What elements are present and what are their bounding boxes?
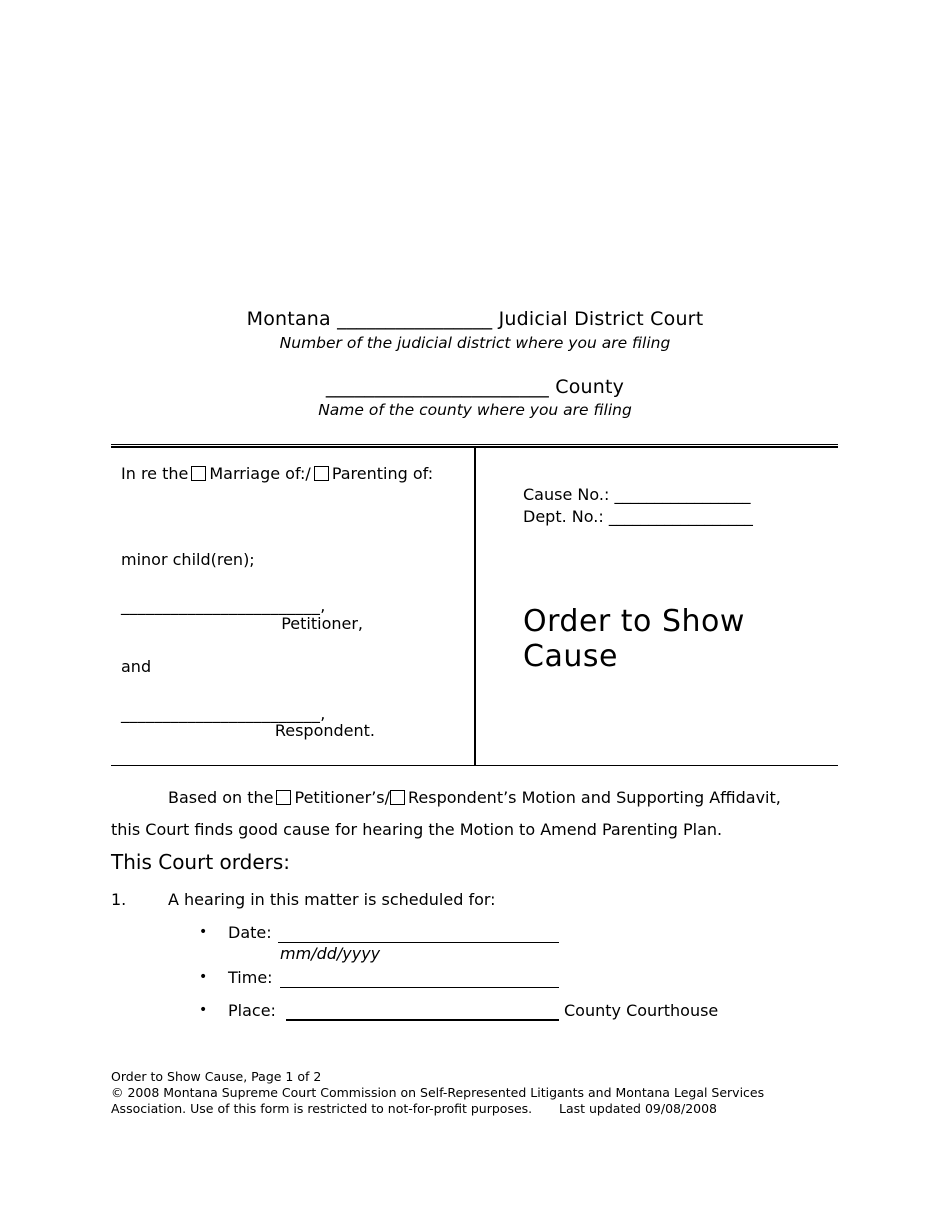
document-title-line2: Cause	[523, 639, 618, 674]
judicial-district-blank[interactable]: ________________	[337, 308, 493, 330]
item-1-text: A hearing in this matter is scheduled for:	[168, 890, 496, 909]
item-1-number: 1.	[111, 890, 127, 909]
court-hint: Number of the judicial district where you are filing	[279, 334, 671, 352]
and-label: and	[121, 657, 152, 676]
dept-no-line	[523, 507, 753, 526]
respondent-motion-checkbox[interactable]	[390, 790, 405, 805]
cause-no-line	[523, 485, 750, 504]
date-label: Date:	[228, 923, 272, 942]
cause-no-blank[interactable]: _________________	[614, 485, 751, 504]
footer-copyright: © 2008 Montana Supreme Court Commission on Self-Represented Litigants and Montana Legal Services	[111, 1085, 765, 1100]
date-format-hint: mm/dd/yyyy	[280, 944, 381, 963]
county-hint: Name of the county where you are filing	[318, 401, 632, 419]
footer-usage: Association. Use of this form is restricted to not-for-profit purposes.	[111, 1101, 533, 1116]
cause-no-label: Cause No.:	[523, 485, 610, 504]
caption-bottom-rule	[111, 765, 838, 766]
respondent-motion-label: Respondent’s Motion and Supporting Affidavit,	[408, 788, 781, 807]
petitioner-motion-checkbox[interactable]	[276, 790, 291, 805]
caption-divider	[474, 446, 476, 766]
based-on-label: Based on the	[168, 788, 274, 807]
in-re-label: In re the	[121, 464, 189, 483]
bullet-icon: •	[199, 924, 208, 940]
place-suffix: County Courthouse	[564, 1001, 719, 1020]
footer-last-updated: Last updated 09/08/2008	[559, 1101, 718, 1116]
minor-children: minor child(ren);	[121, 550, 255, 569]
time-label: Time:	[228, 968, 273, 987]
petitioner-name-blank[interactable]: ________________________,	[121, 596, 326, 615]
in-re-line	[121, 464, 433, 483]
place-label: Place:	[228, 1001, 276, 1020]
time-field[interactable]	[280, 971, 559, 988]
marriage-label: Marriage of:/	[209, 464, 311, 483]
respondent-label: Respondent.	[274, 721, 375, 740]
caption-top-rule-thin	[111, 444, 838, 445]
orders-heading: This Court orders:	[111, 850, 291, 874]
petitioner-label: Petitioner,	[281, 614, 363, 633]
parenting-label: Parenting of:	[331, 464, 434, 483]
court-prefix: Montana	[246, 308, 331, 330]
marriage-checkbox[interactable]	[191, 466, 206, 481]
place-field[interactable]	[286, 1004, 559, 1021]
dept-no-blank[interactable]: __________________	[608, 507, 753, 526]
court-suffix: Judicial District Court	[498, 308, 704, 330]
county-blank[interactable]: _______________________	[325, 376, 549, 398]
court-name-line	[0, 308, 950, 330]
petitioner-motion-label: Petitioner’s/	[294, 788, 391, 807]
footer-page-info: Order to Show Cause, Page 1 of 2	[111, 1069, 322, 1084]
based-on-line	[168, 788, 781, 807]
document-title-line1: Order to Show	[523, 604, 745, 639]
bullet-icon: •	[199, 969, 208, 985]
document-title	[523, 604, 745, 674]
bullet-icon: •	[199, 1002, 208, 1018]
finding-text: this Court finds good cause for hearing the Motion to Amend Parenting Plan.	[111, 820, 723, 839]
parenting-checkbox[interactable]	[314, 466, 329, 481]
dept-no-label: Dept. No.:	[523, 507, 604, 526]
date-field[interactable]	[278, 926, 559, 943]
county-line	[0, 376, 950, 398]
respondent-name-blank[interactable]: ________________________,	[121, 704, 326, 723]
county-suffix: County	[555, 376, 625, 398]
